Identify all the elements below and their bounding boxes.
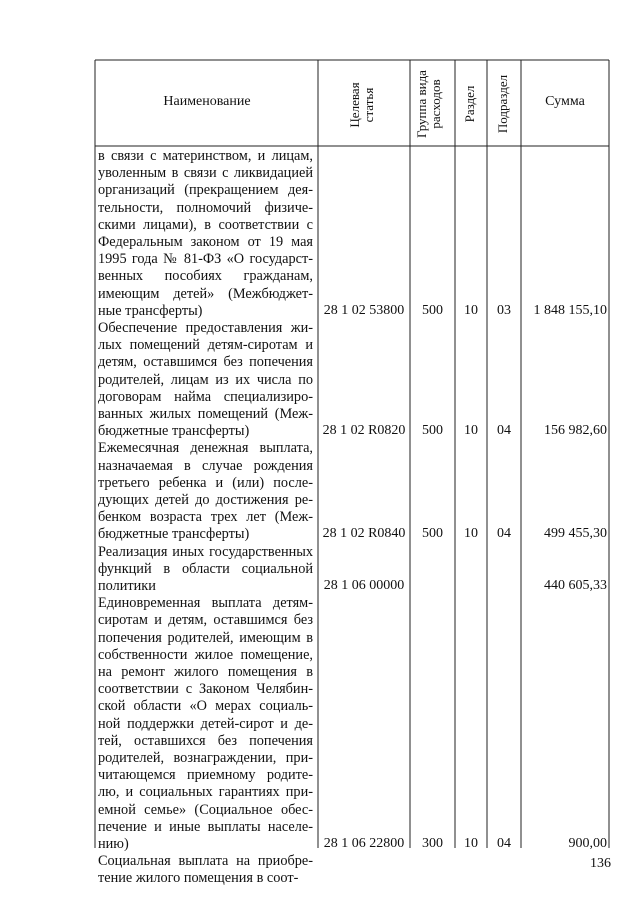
row-section: 10 [464, 423, 478, 439]
row-name-line: родителей, лицам из их числа по [98, 371, 313, 388]
row-target-article: 28 1 02 R0840 [322, 526, 406, 542]
row-expense-group: 500 [422, 423, 443, 439]
row-name-line: 1995 года № 81-ФЗ «О государст- [98, 251, 313, 268]
row-name-line: детям, оставшимся без попечения [98, 354, 313, 371]
row-name [98, 853, 313, 887]
row-section: 10 [464, 526, 478, 542]
row-name-line: Единовременная выплата детям- [98, 595, 313, 612]
row-section: 10 [464, 302, 478, 318]
row-subsection: 04 [497, 526, 511, 542]
row-name-line: скими лицами), в соответствии с [98, 216, 313, 233]
row-name-line: на ремонт жилого помещения в [98, 664, 313, 680]
row-name-line: функций в области социальной [98, 560, 313, 577]
row-name-line: уволенным в связи с ликвидацией [98, 165, 313, 182]
row-name-line: имеющим детей» (Межбюджет- [98, 285, 313, 302]
row-name-line: организаций (прекращением дея- [98, 182, 313, 199]
header-sum: Сумма [545, 94, 585, 109]
row-target-article: 28 1 06 00000 [323, 578, 405, 593]
row-name-line: Ежемесячная денежная выплата, [98, 440, 313, 457]
row-target-article: 28 1 02 53800 [323, 302, 405, 318]
row-subsection: 04 [497, 836, 511, 851]
row-section: 10 [464, 836, 478, 851]
row-name [98, 320, 313, 440]
row-name-line: собственности жилое помещение, [98, 646, 313, 663]
row-name-line: тельности, полномочий физиче- [98, 199, 313, 216]
row-name-line: третьего ребенка и (или) после- [98, 474, 313, 491]
row-name [98, 544, 313, 596]
row-name-line: печение и иные выплаты населе- [98, 818, 313, 835]
row-name-line: Социальная выплата на приобре- [98, 853, 313, 870]
row-name-line: политики [98, 578, 156, 594]
row-name-line: нию) [98, 836, 129, 853]
row-name-line: родителей, вознаграждении, при- [98, 750, 313, 767]
row-sum: 440 605,33 [544, 578, 607, 593]
row-name-line: ной поддержки детей-сирот и де- [98, 715, 313, 732]
header-section: Раздел [462, 85, 477, 123]
row-sum: 156 982,60 [544, 423, 607, 439]
header-expense-group: Группа вида расходов [414, 70, 443, 138]
row-name-line: тей, оставшихся без попечения [98, 732, 313, 749]
row-name [98, 595, 313, 853]
row-name-line: попечения родителей, имеющим в [98, 629, 313, 646]
row-target-article: 28 1 06 22800 [323, 836, 405, 851]
row-name-line: венных пособиях гражданам, [98, 268, 313, 285]
row-name-line: договорам найма специализиро- [98, 388, 313, 405]
row-sum: 1 848 155,10 [533, 302, 607, 318]
row-subsection: 04 [497, 423, 511, 439]
page-number: 136 [590, 856, 611, 871]
header-target-article: Целевая статья [347, 82, 376, 128]
row-sum: 900,00 [568, 836, 607, 851]
row-name-line: бенком возраста трех лет (Меж- [98, 509, 313, 526]
row-name-line: соответствии с Законом Челябин- [98, 681, 313, 698]
row-name-line: лых помещений детям-сиротам и [98, 337, 313, 354]
row-name-line: в связи с материнством, и лицам, [98, 148, 313, 164]
header-name: Наименование [163, 94, 251, 109]
row-name-line: Обеспечение предоставления жи- [98, 320, 313, 336]
row-name-line: бюджетные трансферты) [98, 423, 250, 440]
header-subsection: Подраздел [495, 74, 510, 134]
row-sum: 499 455,30 [544, 526, 607, 542]
row-subsection: 03 [497, 302, 511, 318]
row-name-line: ные трансферты) [98, 302, 203, 319]
row-expense-group: 500 [422, 526, 443, 542]
row-name-line: назначаемая в случае рождения [98, 457, 313, 474]
row-expense-group: 500 [422, 302, 443, 318]
row-name [98, 440, 313, 543]
row-name-line: ванных жилых помещений (Меж- [98, 406, 313, 423]
row-name-line: сиротам и детям, оставшимся без [98, 612, 313, 629]
row-name-line: дующих детей до достижения ре- [98, 492, 313, 508]
row-name-line: читающемся приемному родите- [98, 767, 313, 784]
row-name-line: Федеральным законом от 19 мая [98, 234, 313, 251]
row-name-line: тение жилого помещения в соот- [98, 870, 299, 887]
row-target-article: 28 1 02 R0820 [322, 423, 406, 439]
row-name-line: лю, и социальных гарантиях при- [98, 784, 313, 801]
row-name-line: емной семье» (Социальное обес- [98, 801, 313, 818]
row-name-line: ской области «О мерах социаль- [98, 698, 313, 715]
row-name-line: Реализация иных государственных [98, 543, 313, 560]
row-name [98, 148, 313, 320]
row-expense-group: 300 [422, 836, 443, 851]
row-name-line: бюджетные трансферты) [98, 526, 250, 543]
